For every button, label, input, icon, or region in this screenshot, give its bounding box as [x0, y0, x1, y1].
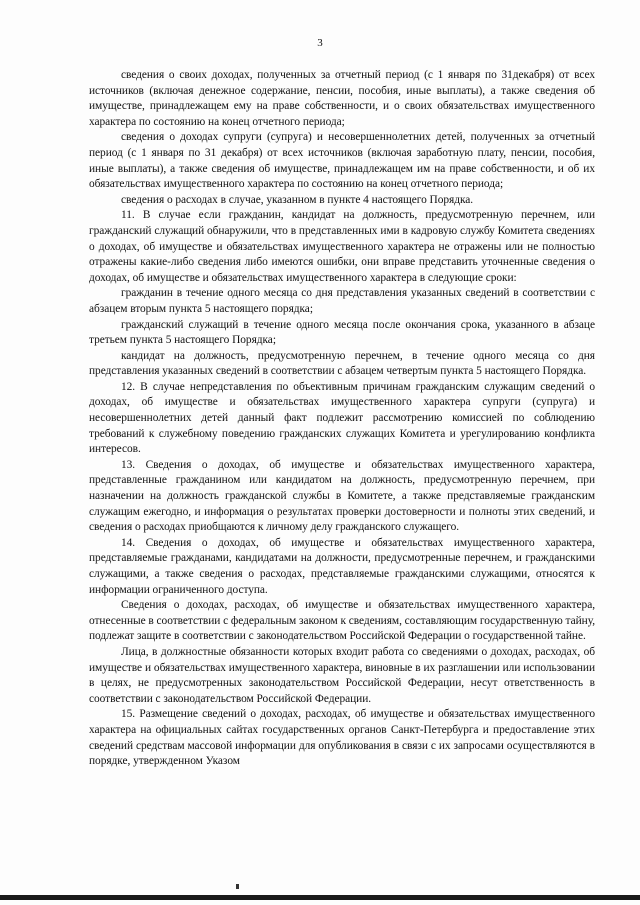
- paragraph-servant-deadline: гражданский служащий в течение одного месяца после окончания срока, указанного в абзаце третьем пункта 5 настоящего Порядка;: [89, 318, 595, 347]
- paragraph-own-income: сведения о своих доходах, полученных за отчетный период (с 1 января по 31декабря) от всех источников (включая денежное содержание, пенсии, пособия, иные выплаты), а также сведения об имуществе, принадлежащем ему на праве собственности, и о своих обязательствах имущественного характера по состоянию на конец отчетного периода;: [89, 69, 595, 128]
- paragraph-clause-11: 11. В случае если гражданин, кандидат на должность, предусмотренную перечнем, или гражданский служащий обнаружили, что в представленных ими в кадровую службу Комитета сведениях о доходах, об имуществе и обязательствах имущественного характера не отражены или не полностью отражены какие-либо сведения либо имеются ошибки, они вправе представить уточненные сведения о доходах, об имуществе и обязательствах имущественного характера в следующие сроки:: [89, 209, 595, 284]
- paragraph-clause-15: 15. Размещение сведений о доходах, расходах, об имуществе и обязательствах имущественного характера на официальных сайтах государственных органов Санкт-Петербурга и предоставление этих сведений средствам массовой информации для опубликования в связи с их запросами осуществляются в порядке, утвержденном Указом: [89, 708, 595, 768]
- scan-bottom-edge: [0, 895, 640, 900]
- paragraph-expenses: сведения о расходах в случае, указанном в пункте 4 настоящего Порядка.: [121, 193, 474, 206]
- document-body: [89, 68, 595, 770]
- scan-mark: [236, 884, 239, 889]
- paragraph-candidate-deadline: кандидат на должность, предусмотренную перечнем, в течение одного месяца со дня представления указанных сведений в соответствии с абзацем четвертым пункта 5 настоящего Порядка.: [89, 349, 595, 378]
- paragraph-citizen-deadline: гражданин в течение одного месяца со дня представления указанных сведений в соответствии с абзацем вторым пункта 5 настоящего порядка;: [89, 287, 595, 315]
- paragraph-responsibility: Лица, в должностные обязанности которых входит работа со сведениями о доходах, расходах, об имуществе и обязательствах имущественного характера, виновные в их разглашении или использовании в целях, не предусмотренных законодательством Российской Федерации, несут ответственность в соответствии с законодательством Российской Федерации.: [89, 645, 595, 705]
- paragraph-clause-14: 14. Сведения о доходах, об имуществе и обязательствах имущественного характера, представляемые гражданами, кандидатами на должности, предусмотренные перечнем, и гражданскими служащими, а также сведения о расходах, представляемые гражданскими служащими, относятся к информации ограниченного доступа.: [89, 536, 595, 596]
- paragraph-clause-13: 13. Сведения о доходах, об имуществе и обязательствах имущественного характера, представленные гражданином или кандидатом на должность, предусмотренную перечнем, при назначении на должность гражданской службы в Комитете, а также представляемые гражданским служащим ежегодно, и информация о результатах проверки достоверности и полноты этих сведений, и сведения о расходах приобщаются к личному делу гражданского служащего.: [89, 458, 595, 534]
- page-number: 3: [317, 37, 323, 49]
- paragraph-spouse-income: сведения о доходах супруги (супруга) и несовершеннолетних детей, полученных за отчетный период (с 1 января по 31 декабря) от всех источников (включая заработную плату, пенсии, пособия, иные выплаты), а также сведения об имуществе, принадлежащем им на праве собственности, и об их обязательствах имущественного характера по состоянию на конец отчетного периода;: [89, 131, 595, 191]
- paragraph-clause-12: 12. В случае непредставления по объективным причинам гражданским служащим сведений о доходах, об имуществе и обязательствах имущественного характера супруги (супруга) и несовершеннолетних детей данный факт подлежит рассмотрению комиссией по соблюдению требований к служебному поведению гражданских служащих Комитета и урегулированию конфликта интересов.: [89, 380, 595, 456]
- paragraph-state-secret: Сведения о доходах, расходах, об имуществе и обязательствах имущественного характера, отнесенные в соответствии с федеральным законом к сведениям, составляющим государственную тайну, подлежат защите в соответствии с законодательством Российской Федерации о государственной тайне.: [89, 599, 595, 643]
